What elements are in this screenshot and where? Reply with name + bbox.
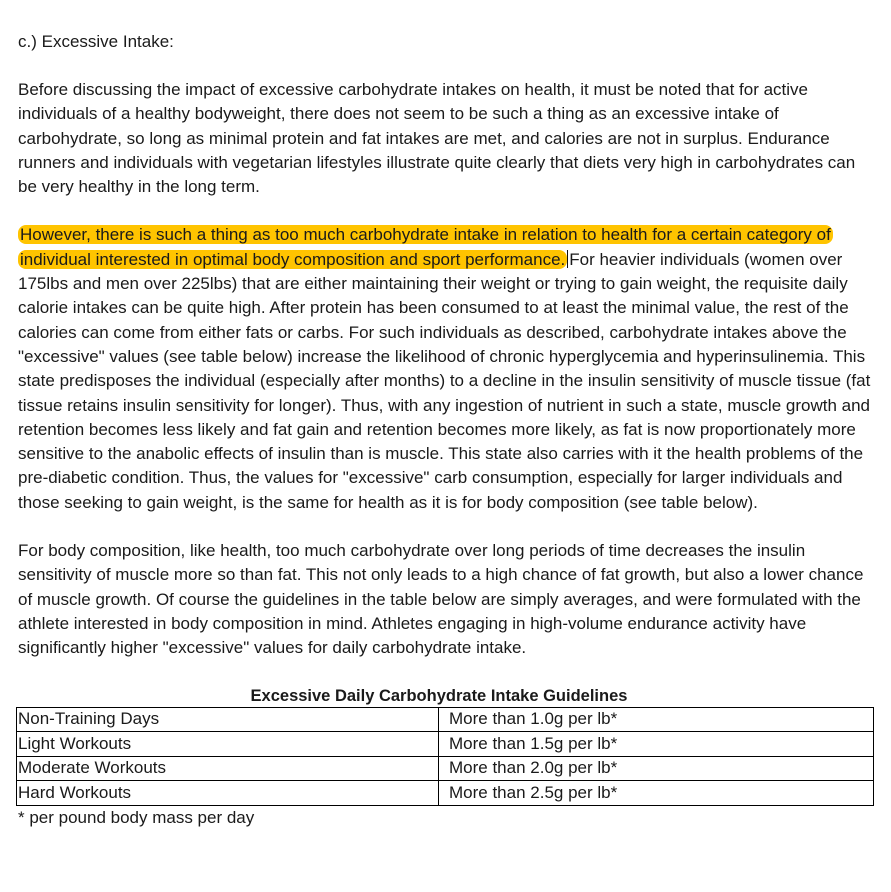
table-row	[17, 756, 874, 781]
table-cell-label: Hard Workouts	[17, 781, 439, 806]
table-cell-label: Non-Training Days	[17, 707, 439, 732]
table-cell-value: More than 1.0g per lb*	[439, 707, 874, 732]
paragraph-2-rest: For heavier individuals (women over 175lbs and men over 225lbs) that are either maintaining their weight or trying to gain weight, the requisite daily calorie intakes can be quite high. After protein has been consumed to at least the minimal value, the rest of the calories can come from either fats or carbs. For such individuals as described, carbohydrate intakes above the "excessive" values (see table below) increase the likelihood of chronic hyperglycemia and hyperinsulinemia. This state predisposes the individual (especially after months) to a decline in the insulin sensitivity of muscle tissue (fat tissue retains insulin sensitivity for longer). Thus, with any ingestion of nutrient in such a state, muscle growth and retention becomes less likely and fat gain and retention becomes more likely, as fat is now proportionately more sensitive to the anabolic effects of insulin than is muscle. This state also carries with it the health problems of the pre-diabetic condition. Thus, the values for "excessive" carb consumption, especially for larger individuals and those seeking to gain weight, is the same for health as it is for body composition (see table below).	[18, 249, 871, 512]
section-heading: c.) Excessive Intake:	[18, 32, 174, 51]
paragraph-1: Before discussing the impact of excessive carbohydrate intakes on health, it must be noted that for active individuals of a healthy bodyweight, there does not seem to be such a thing as an excessive intake of carbohydrate, so long as minimal protein and fat intakes are met, and calories are not in surplus. Endurance runners and individuals with vegetarian lifestyles illustrate quite clearly that diets very high in carbohydrates can be very healthy in the long term.	[18, 80, 856, 197]
table-cell-value: More than 1.5g per lb*	[439, 732, 874, 757]
document-page	[18, 30, 878, 830]
table-cell-value: More than 2.0g per lb*	[439, 756, 874, 781]
table-title: Excessive Daily Carbohydrate Intake Guidelines	[250, 686, 628, 705]
table-cell-label: Light Workouts	[17, 732, 439, 757]
table-cell-label: Moderate Workouts	[17, 756, 439, 781]
paragraph-2	[18, 223, 878, 515]
guidelines-table	[16, 707, 874, 806]
table-row	[17, 732, 874, 757]
table-row	[17, 707, 874, 732]
table-footnote: * per pound body mass per day	[18, 807, 255, 827]
table-cell-value: More than 2.5g per lb*	[439, 781, 874, 806]
table-row	[17, 781, 874, 806]
paragraph-3: For body composition, like health, too much carbohydrate over long periods of time decreases the insulin sensitivity of muscle more so than fat. This not only leads to a high chance of fat growth, but also a lower chance of muscle growth. Of course the guidelines in the table below are simply averages, and were formulated with the athlete interested in body composition in mind. Athletes engaging in high-volume endurance activity have significantly higher "excessive" values for daily carbohydrate intake.	[18, 541, 864, 658]
highlighted-sentence[interactable]: However, there is such a thing as too much carbohydrate intake in relation to health for a certain category of individual interested in optimal body composition and sport performance.	[20, 225, 831, 269]
